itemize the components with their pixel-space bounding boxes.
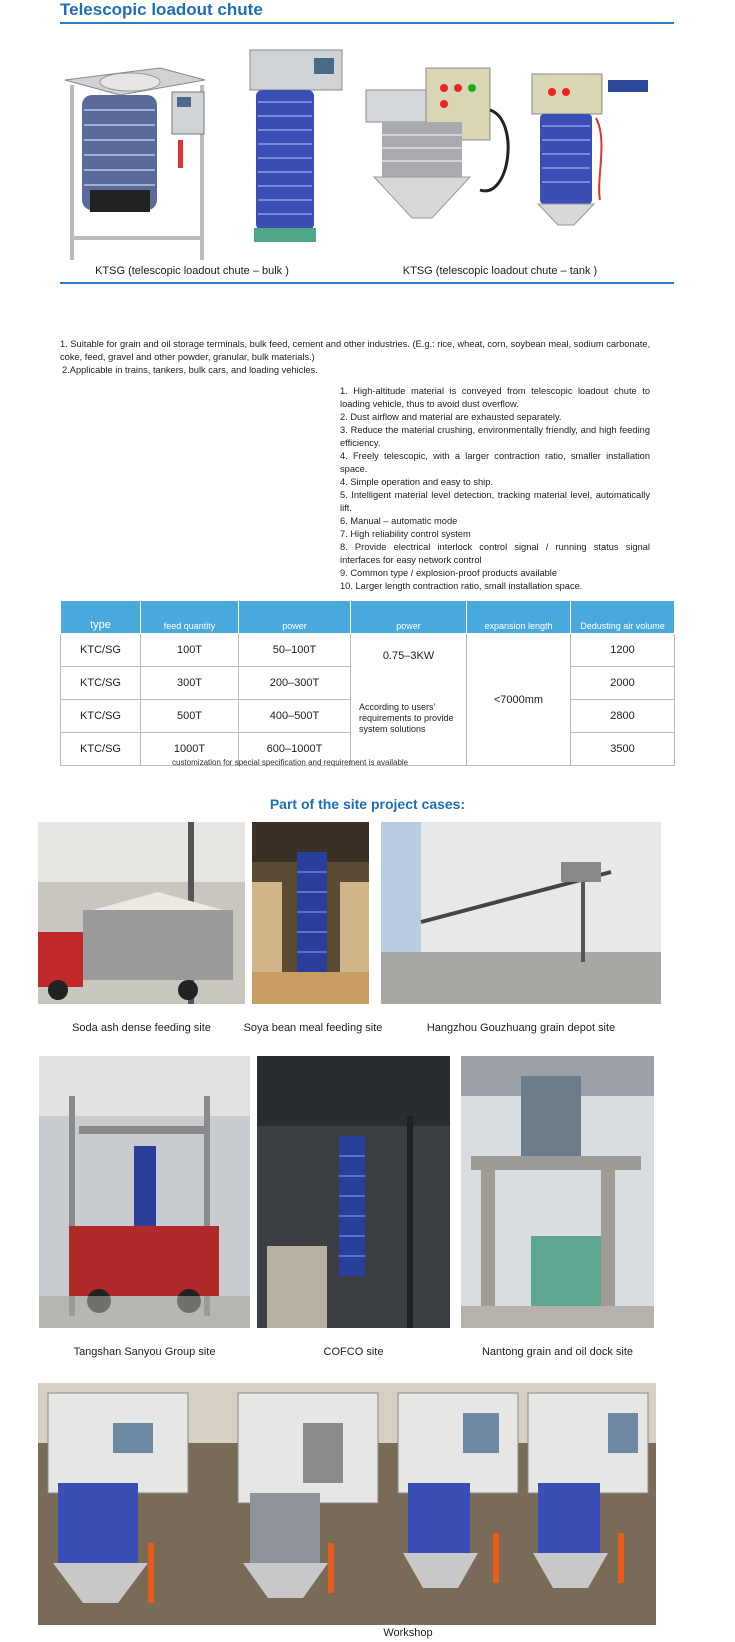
workshop-caption: Workshop [383,1627,433,1639]
feature-item: 3. Reduce the material crushing, environmentally friendly, and high feeding efficiency. [340,425,650,448]
site-caption: Hangzhou Gouzhuang grain depot site [426,1022,616,1034]
cell-air: 2800 [571,700,675,733]
site-caption: Soda ash dense feeding site [72,1022,211,1034]
cell-type: KTC/SG [61,634,141,667]
cell-power: 400–500T [239,700,351,733]
feature-item: 10. Larger length contraction ratio, small installation space. [340,581,583,591]
col-header-air-volume: Dedusting air volume [571,601,675,634]
cell-feed: 100T [141,634,239,667]
application-2: 2.Applicable in trains, tankers, bulk cars, and loading vehicles. [62,365,318,375]
tank-chute-photo-2 [532,74,648,225]
feature-item: 4. Simple operation and easy to ship. [340,477,493,487]
product-caption-bulk: KTSG (telescopic loadout chute – bulk ) [95,265,289,277]
col-header-power: power [239,601,351,634]
cell-power-merged [351,634,467,766]
col-header-expansion: expansion length [467,601,571,634]
page-title: Telescopic loadout chute [60,0,263,19]
site-photo-cofco [257,1056,450,1328]
cell-type: KTC/SG [61,700,141,733]
table-row [61,634,675,667]
title-divider [60,22,674,24]
feature-item: 8. Provide electrical interlock control signal / running status signal interfaces for easy network control [340,542,650,565]
table-note: customization for special specification and requirement is available [172,758,409,767]
site-caption: COFCO site [323,1346,384,1358]
feature-item: 2. Dust airflow and material are exhausted separately. [340,412,562,422]
feature-item: 4. Freely telescopic, with a larger contraction ratio, smaller installation space. [340,451,650,474]
feature-list [340,385,650,593]
feature-item: 5. Intelligent material level detection, tracking material level, automatically lift. [340,490,650,513]
application-1: 1. Suitable for grain and oil storage terminals, bulk feed, cement and other industries. (E.g.: rice, wheat, corn, soybean meal, sodium carbonate, coke, feed, gravel and other powder, granular, bulk materials.) [60,339,651,362]
product-caption-tank: KTSG (telescopic loadout chute – tank ) [402,265,598,277]
table-header-row [61,601,675,634]
sites-title: Part of the site project cases: [269,796,466,812]
feature-item: 6. Manual – automatic mode [340,516,458,526]
col-header-feed: feed quantity [141,601,239,634]
site-photo-soda-ash [38,822,245,1004]
site-photo-nantong [461,1056,654,1328]
tall-chute-photo [250,50,342,242]
col-header-type: type [61,601,141,634]
workshop-photo [38,1383,656,1625]
site-caption: Soya bean meal feeding site [243,1022,383,1034]
cell-feed: 300T [141,667,239,700]
power-note: According to users' requirements to provide system solutions [359,702,454,734]
tank-chute-photo [366,68,508,218]
cell-feed: 500T [141,700,239,733]
cell-type: KTC/SG [61,733,141,766]
site-photo-soya [252,822,369,1004]
feature-item: 1. High-altitude material is conveyed from telescopic loadout chute to loading vehicle, thus to avoid dust overflow. [340,386,650,409]
site-photo-tangshan [39,1056,250,1328]
cell-air: 2000 [571,667,675,700]
product-photos [60,40,674,262]
site-caption: Tangshan Sanyou Group site [73,1346,216,1358]
bulk-chute-frame-photo [65,68,205,260]
cell-type: KTC/SG [61,667,141,700]
cell-power: 200–300T [239,667,351,700]
cell-power: 600–1000T [239,733,351,766]
cell-air: 1200 [571,634,675,667]
site-photo-hangzhou [381,822,661,1004]
cell-air: 3500 [571,733,675,766]
site-caption: Nantong grain and oil dock site [481,1346,634,1358]
power-range: 0.75–3KW [382,650,435,662]
products-divider [60,282,674,284]
cell-power: 50–100T [239,634,351,667]
feature-item: 9. Common type / explosion-proof products available [340,568,558,578]
spec-table [60,600,675,766]
col-header-power-kw: power [351,601,467,634]
feature-item: 7. High reliability control system [340,529,471,539]
cell-feed: 1000T [141,733,239,766]
cell-expansion-merged: <7000mm [467,634,571,766]
